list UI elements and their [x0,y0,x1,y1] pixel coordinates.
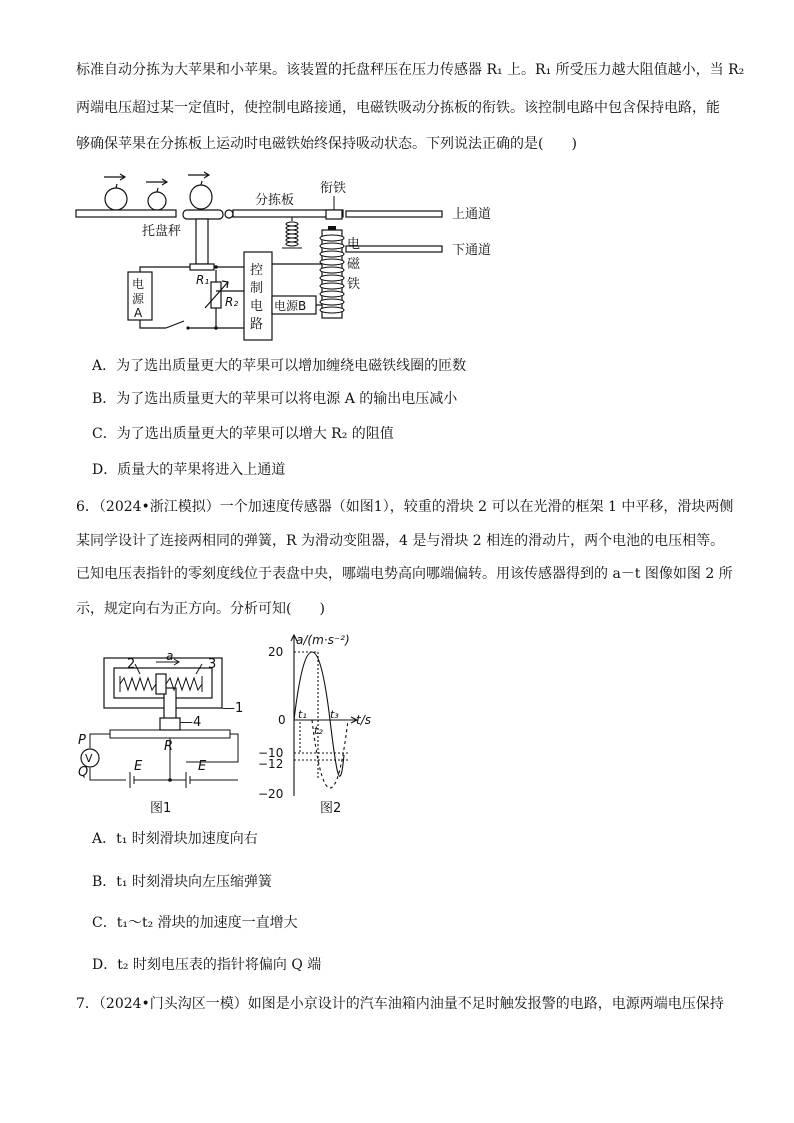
label-tray: 托盘秤 [142,224,182,239]
q6-text-line-1: 6．（2024•浙江模拟）一个加速度传感器（如图1），较重的滑块 2 可以在光滑的框架 1 中平移，滑块两侧 [76,499,734,515]
label-r2: R₂ [225,295,239,309]
label-spring-3: 3 [208,657,217,672]
apple-sorter-figure [70,168,510,346]
label-control-4: 路 [250,317,264,332]
figure-2-caption: 图2 [320,801,342,816]
label-battery-e1: E [134,759,143,774]
label-control-1: 控 [250,263,264,278]
q7-text-line-1: 7．（2024•门头沟区一模）如图是小京设计的汽车油箱内油量不足时触发报警的电路，电源两端电压保持 [76,996,724,1012]
q5-option-c[interactable]: C．为了选出质量更大的苹果可以增大 R₂ 的阻值 [92,426,394,442]
q6-option-d[interactable]: D．t₂ 时刻电压表的指针将偏向 Q 端 [92,957,322,973]
q5-option-b[interactable]: B．为了选出质量更大的苹果可以将电源 A 的输出电压减小 [92,391,458,407]
voltmeter-icon: V [85,752,93,765]
q5-text-line-1: 标准自动分拣为大苹果和小苹果。该装置的托盘秤压在压力传感器 R₁ 上。R₁ 所受压力越大阻值越小，当 R₂ [76,62,745,78]
q5-option-a[interactable]: A．为了选出质量更大的苹果可以增加缠绕电磁铁线圈的匝数 [92,358,467,374]
label-magnet-1: 电 [347,237,361,252]
q5-option-d[interactable]: D．质量大的苹果将进入上通道 [92,462,286,478]
label-sort-board: 分拣板 [255,193,295,208]
tick-20: 20 [268,645,284,659]
label-armature: 衔铁 [320,181,347,196]
q6-text-line-3: 已知电压表指针的零刻度线位于表盘中央，哪端电势高向哪端偏转。用该传感器得到的 a－t 图像如图 2 所 [76,566,733,582]
q6-text-line-2: 某同学设计了连接两相同的弹簧，R 为滑动变阻器，4 是与滑块 2 相连的滑动片，两个电池的电压相等。 [76,533,725,549]
q6-option-c[interactable]: C．t₁～t₂ 滑块的加速度一直增大 [92,915,298,931]
q6-option-a[interactable]: A．t₁ 时刻滑块加速度向右 [92,831,258,847]
label-terminal-q: Q [78,765,89,780]
tick-neg10: −10 [258,746,284,760]
label-lower-channel: 下通道 [452,243,492,258]
label-source-a-2: 源 [132,292,145,306]
label-frame-1: —1 [222,701,244,716]
label-t3: t₃ [330,708,339,721]
label-magnet-2: 磁 [347,257,361,272]
label-terminal-p: P [78,733,86,748]
label-control-2: 制 [250,281,264,296]
label-rheostat-r: R [164,739,174,754]
label-wiper-4: —4 [180,715,202,730]
label-source-a-3: A [134,306,143,320]
q5-text-line-2: 两端电压超过某一定值时，使控制电路接通，电磁铁吸动分拣板的衔铁。该控制电路中包含保持电路，能 [76,100,720,116]
label-accel-a: a [166,652,174,663]
label-slider-2: 2 [127,657,136,672]
label-t2: t₂ [314,724,323,737]
q6-option-b[interactable]: B．t₁ 时刻滑块向左压缩弹簧 [92,874,272,890]
label-r1: R₁ [196,273,210,287]
label-source-b: 电源B [274,299,307,313]
tick-0: 0 [278,713,286,727]
tick-neg20: −20 [258,787,284,801]
label-t1: t₁ [298,708,307,721]
q6-text-line-4: 示，规定向右为正方向。分析可知( ) [76,601,325,617]
accelerometer-figure-1 [74,652,244,818]
label-upper-channel: 上通道 [452,207,492,222]
label-control-3: 电 [250,299,264,314]
at-graph-figure-2 [252,630,392,818]
axis-x-label: t/s [356,713,371,727]
q5-text-line-3: 够确保苹果在分拣板上运动时电磁铁始终保持吸动状态。下列说法正确的是( ) [76,136,577,152]
label-battery-e2: E [198,759,207,774]
label-source-a-1: 电 [132,277,145,291]
tick-neg12: −12 [258,757,284,771]
label-magnet-3: 铁 [347,277,361,292]
figure-1-caption: 图1 [150,801,172,816]
axis-y-label: a/(m·s⁻²) [296,633,350,647]
